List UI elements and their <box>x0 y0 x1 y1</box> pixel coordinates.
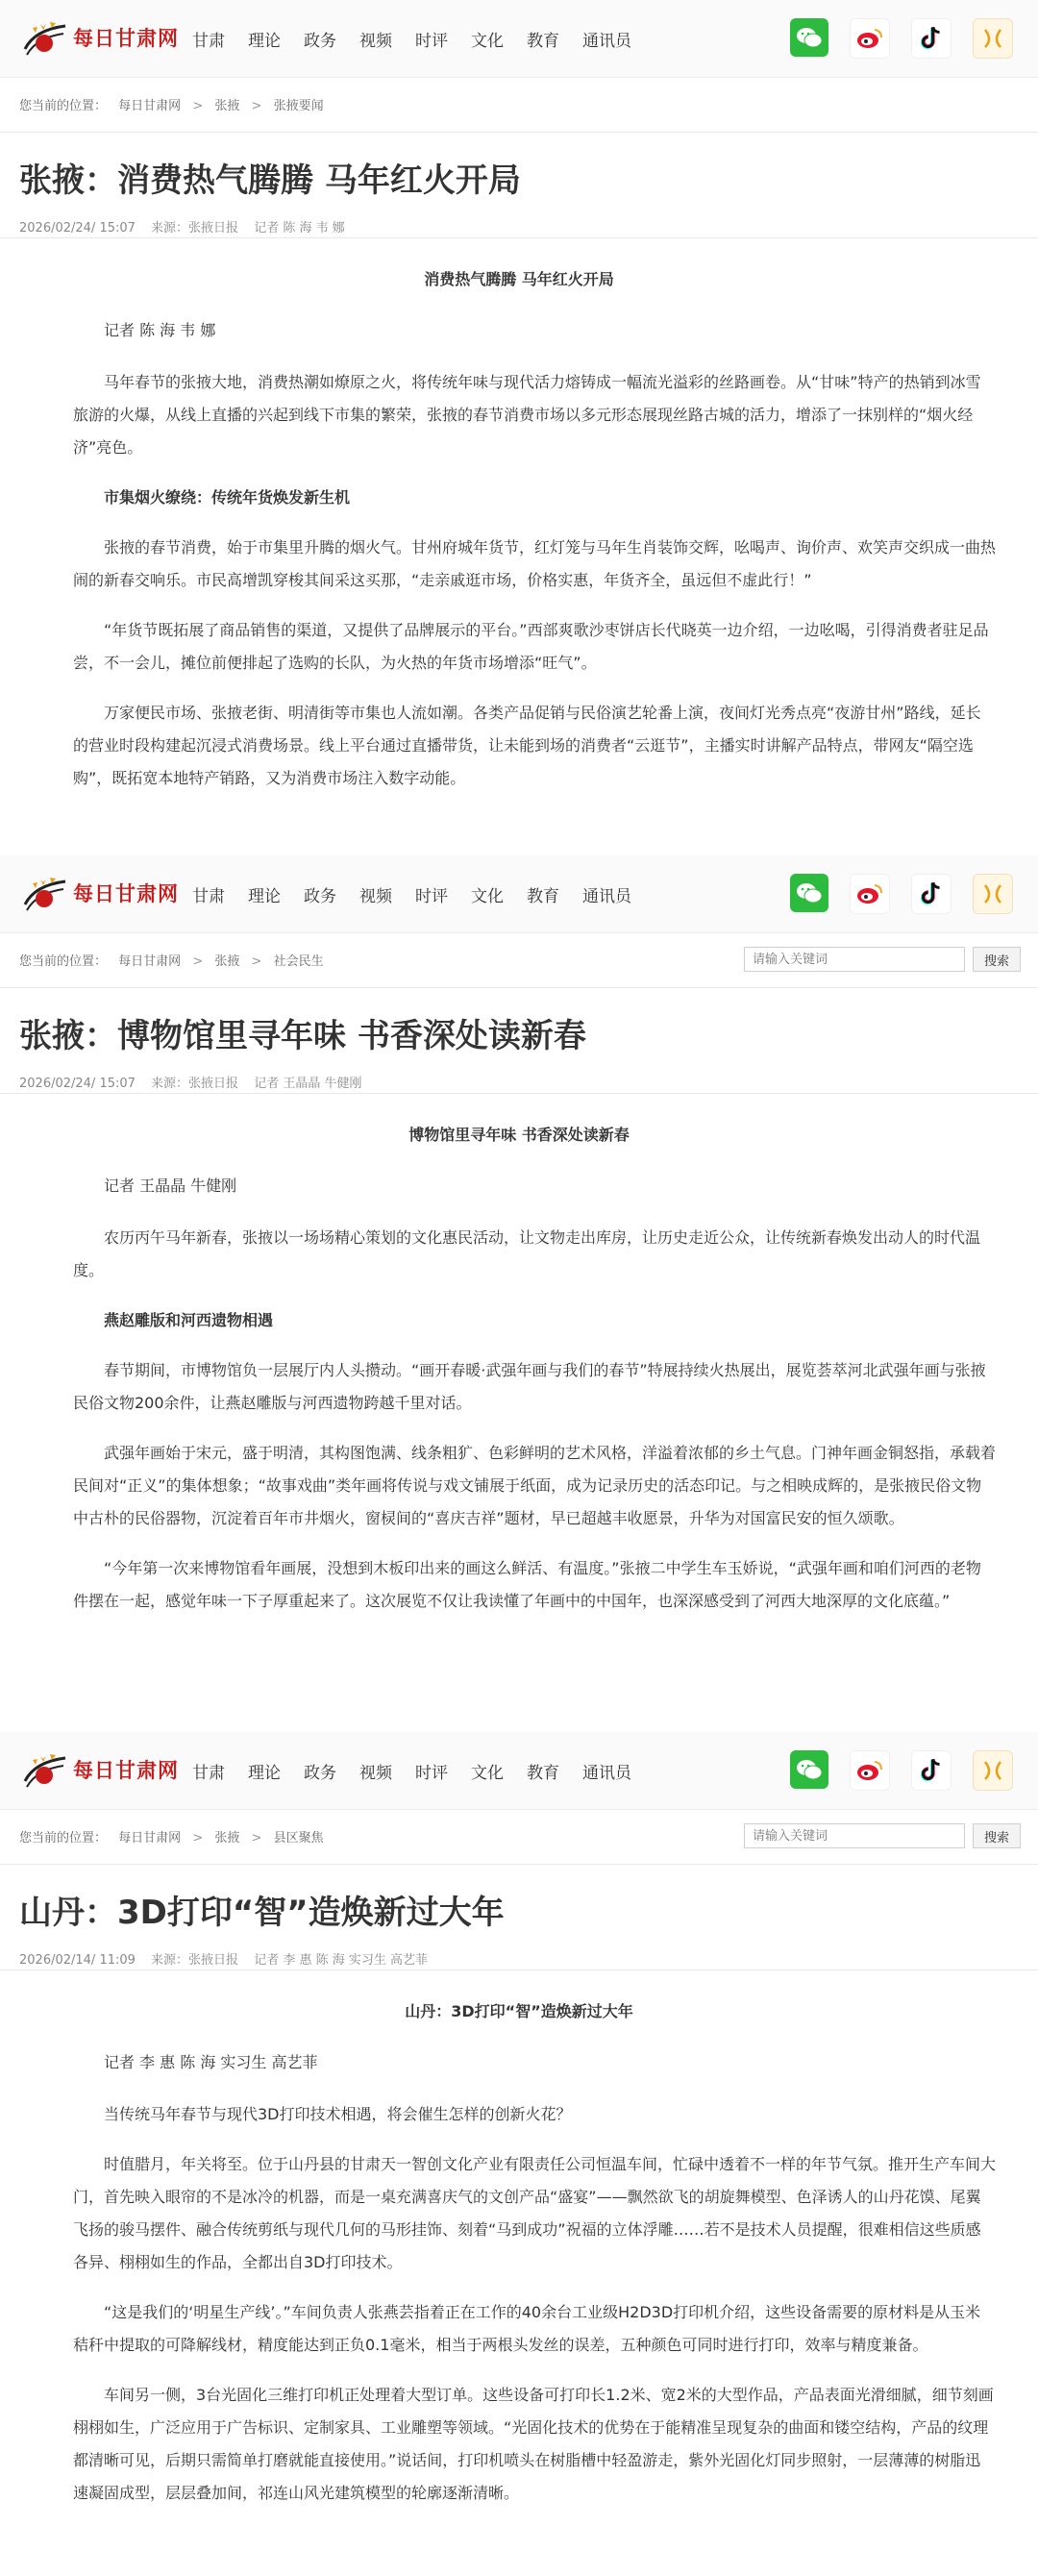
logo-icon <box>21 872 69 914</box>
logo-icon <box>21 16 69 59</box>
breadcrumb <box>19 951 332 969</box>
wechat-icon[interactable] <box>790 1750 828 1789</box>
nav-item-gansu[interactable]: 甘肃 <box>192 886 225 906</box>
article-paragraph: “年货节既拓展了商品销售的渠道，又提供了品牌展示的平台。”西部爽歌沙枣饼店长代晓英一边介绍，一边吆喝，引得消费者驻足品尝，不一会儿，摊位前便排起了选购的长队，为火热的年货市场增添“旺气”。 <box>73 621 989 672</box>
nav-item-video[interactable]: 视频 <box>359 886 392 906</box>
site-logo[interactable] <box>21 15 179 60</box>
nav-item-government[interactable]: 政务 <box>304 886 336 906</box>
nav-item-gansu[interactable]: 甘肃 <box>192 1763 225 1783</box>
nav-item-gansu[interactable]: 甘肃 <box>192 31 225 51</box>
breadcrumb-category[interactable]: 社会民生 <box>273 954 324 969</box>
article-source: 来源：张掖日报 <box>151 1077 239 1091</box>
weibo-icon[interactable] <box>850 874 890 914</box>
nav-item-theory[interactable]: 理论 <box>248 886 281 906</box>
news-app-icon[interactable] <box>973 874 1013 914</box>
weibo-icon[interactable] <box>850 18 890 59</box>
weibo-icon[interactable] <box>850 1750 890 1791</box>
breadcrumb-row <box>0 933 1038 988</box>
breadcrumb-home[interactable]: 每日甘肃网 <box>118 954 182 969</box>
breadcrumb-separator: > <box>251 1831 262 1845</box>
nav-item-government[interactable]: 政务 <box>304 31 336 51</box>
breadcrumb-category[interactable]: 县区聚焦 <box>273 1831 324 1845</box>
article-datetime: 2026/02/24/ 15:07 <box>19 221 136 235</box>
breadcrumb-section[interactable]: 张掖 <box>214 1831 240 1845</box>
wechat-icon[interactable] <box>790 18 828 57</box>
article-page-2 <box>0 855 1038 1732</box>
breadcrumb-separator: > <box>192 954 204 969</box>
article-meta <box>19 1073 1019 1091</box>
article-body <box>0 1094 1038 1618</box>
nav-item-commentary[interactable]: 时评 <box>415 31 448 51</box>
search-bar <box>744 1823 1021 1848</box>
logo-text: 每日甘肃网 <box>73 27 179 50</box>
breadcrumb-label: 您当前的位置： <box>19 954 108 969</box>
nav-item-correspondent[interactable]: 通讯员 <box>582 31 631 51</box>
breadcrumb <box>19 95 332 113</box>
article-datetime: 2026/02/14/ 11:09 <box>19 1953 136 1968</box>
article-source: 来源：张掖日报 <box>151 1953 239 1968</box>
article-reporter: 记者 王晶晶 牛健刚 <box>254 1077 362 1091</box>
article-paragraph: 武强年画始于宋元，盛于明清，其构图饱满、线条粗犷、色彩鲜明的艺术风格，洋溢着浓郁的乡土气息。门神年画金铜怒指，承载着民间对“正义”的集体想象；“故事戏曲”类年画将传说与戏文铺展于纸面，成为记录历史的活态印记。与之相映成辉的，是张掖民俗文物中古朴的民俗器物，沉淀着百年市井烟火，窗棂间的“喜庆吉祥”题材，早已超越丰收愿景，升华为对国富民安的恒久颂歌。 <box>73 1444 997 1527</box>
article-source: 来源：张掖日报 <box>151 221 239 235</box>
breadcrumb-home[interactable]: 每日甘肃网 <box>118 99 182 113</box>
nav-item-video[interactable]: 视频 <box>359 31 392 51</box>
news-app-icon[interactable] <box>973 18 1013 59</box>
search-button[interactable]: 搜索 <box>973 947 1021 972</box>
site-logo[interactable] <box>21 1747 179 1792</box>
article-paragraph: 车间另一侧，3台光固化三维打印机正处理着大型订单。这些设备可打印长1.2米、宽2米的大型作品，产品表面光滑细腻，细节刻画栩栩如生，广泛应用于广告标识、定制家具、工业雕塑等领域。“光固化技术的优势在于能精准呈现复杂的曲面和镂空结构，产品的纹理都清晰可见，后期只需简单打磨就能直接使用。”说话间，打印机喷头在树脂槽中轻盈游走，紫外光固化灯同步照射，一层薄薄的树脂迅速凝固成型，层层叠加间，祁连山风光建筑模型的轮廓逐渐清晰。 <box>73 2386 994 2502</box>
article-title: 山丹：3D打印“智”造焕新过大年 <box>19 1894 505 1932</box>
douyin-icon[interactable] <box>911 18 952 59</box>
nav-item-commentary[interactable]: 时评 <box>415 886 448 906</box>
nav-item-theory[interactable]: 理论 <box>248 1763 281 1783</box>
article-paragraph: 张掖的春节消费，始于市集里升腾的烟火气。甘州府城年货节，红灯笼与马年生肖装饰交辉，吆喝声、询价声、欢笑声交织成一曲热闹的新春交响乐。市民高增凯穿梭其间采这买那，“走亲戚逛市场，价格实惠，年货齐全，虽远但不虚此行！” <box>73 538 997 589</box>
breadcrumb-separator: > <box>192 1831 204 1845</box>
article-meta <box>19 217 1019 235</box>
nav-item-culture[interactable]: 文化 <box>471 886 504 906</box>
article-paragraph: 时值腊月，年关将至。位于山丹县的甘肃天一智创文化产业有限责任公司恒温车间，忙碌中透着不一样的年节气氛。推开生产车间大门，首先映入眼帘的不是冰冷的机器，而是一桌充满喜庆气的文创产品“盛宴”——飘然欲飞的胡旋舞模型、色泽诱人的山丹花馍、尾翼飞扬的骏马摆件、融合传统剪纸与现代几何的马形挂饰、刻着“马到成功”祝福的立体浮雕……若不是技术人员提醒，很难相信这些质感各异、栩栩如生的作品，全都出自3D打印技术。 <box>73 2155 997 2271</box>
site-logo[interactable] <box>21 871 179 915</box>
nav-item-commentary[interactable]: 时评 <box>415 1763 448 1783</box>
nav-item-government[interactable]: 政务 <box>304 1763 336 1783</box>
article-page-3 <box>0 1732 1038 2576</box>
article-paragraph: 春节期间，市博物馆负一层展厅内人头攒动。“画开春暖·武强年画与我们的春节”特展持续火热展出，展览荟萃河北武强年画与张掖民俗文物200余件，让燕赵雕版与河西遗物跨越千里对话。 <box>73 1361 986 1412</box>
search-input[interactable] <box>744 947 965 972</box>
article-datetime: 2026/02/24/ 15:07 <box>19 1077 136 1091</box>
nav-item-culture[interactable]: 文化 <box>471 1763 504 1783</box>
article-paragraph: 农历丙午马年新春，张掖以一场场精心策划的文化惠民活动，让文物走出库房，让历史走近公众，让传统新春焕发出动人的时代温度。 <box>73 1228 981 1279</box>
article-title-block <box>0 1865 1038 1970</box>
breadcrumb-separator: > <box>251 954 262 969</box>
article-paragraph: 万家便民市场、张掖老街、明清街等市集也人流如潮。各类产品促销与民俗演艺轮番上演，夜间灯光秀点亮“夜游甘州”路线，延长的营业时段构建起沉浸式消费场景。线上平台通过直播带货，让未能到场的消费者“云逛节”，主播实时讲解产品特点，带网友“隔空选购”，既拓宽本地特产销路，又为消费市场注入数字动能。 <box>73 704 981 787</box>
social-links <box>769 1750 1013 1791</box>
article-reporter: 记者 陈 海 韦 娜 <box>254 221 345 235</box>
social-links <box>769 18 1013 59</box>
douyin-icon[interactable] <box>911 1750 952 1791</box>
social-links <box>769 874 1013 914</box>
breadcrumb-row <box>0 78 1038 133</box>
breadcrumb-separator: > <box>251 99 262 113</box>
article-heading: 山丹：3D打印“智”造焕新过大年 <box>405 2002 633 2020</box>
breadcrumb-section[interactable]: 张掖 <box>214 99 240 113</box>
search-input[interactable] <box>744 1823 965 1848</box>
main-nav <box>192 0 655 77</box>
article-subheading: 市集烟火缭绕：传统年货焕发新生机 <box>104 488 351 507</box>
logo-icon <box>21 1748 69 1791</box>
news-app-icon[interactable] <box>973 1750 1013 1791</box>
article-reporter: 记者 李 惠 陈 海 实习生 高艺菲 <box>254 1953 428 1968</box>
main-nav <box>192 855 655 932</box>
breadcrumb-label: 您当前的位置： <box>19 1831 108 1845</box>
article-author: 记者 陈 海 韦 娜 <box>104 321 216 339</box>
breadcrumb <box>19 1827 332 1845</box>
article-author: 记者 王晶晶 牛健刚 <box>104 1177 237 1195</box>
article-heading: 消费热气腾腾 马年红火开局 <box>424 270 614 288</box>
site-header <box>0 1732 1038 1810</box>
breadcrumb-separator: > <box>192 99 204 113</box>
article-paragraph: 马年春节的张掖大地，消费热潮如燎原之火，将传统年味与现代活力熔铸成一幅流光溢彩的丝路画卷。从“甘味”特产的热销到冰雪旅游的火爆，从线上直播的兴起到线下市集的繁荣，张掖的春节消费市场以多元形态展现丝路古城的活力，增添了一抹别样的“烟火经济”亮色。 <box>73 373 981 457</box>
nav-item-correspondent[interactable]: 通讯员 <box>582 1763 631 1783</box>
breadcrumb-category[interactable]: 张掖要闻 <box>273 99 324 113</box>
douyin-icon[interactable] <box>911 874 952 914</box>
article-page-1 <box>0 0 1038 855</box>
article-title-block <box>0 133 1038 238</box>
article-title: 张掖：消费热气腾腾 马年红火开局 <box>19 161 521 200</box>
breadcrumb-label: 您当前的位置： <box>19 99 108 113</box>
logo-text: 每日甘肃网 <box>73 882 179 905</box>
wechat-icon[interactable] <box>790 874 828 912</box>
breadcrumb-row <box>0 1810 1038 1865</box>
nav-item-video[interactable]: 视频 <box>359 1763 392 1783</box>
article-paragraph: “这是我们的‘明星生产线’。”车间负责人张燕芸指着正在工作的40余台工业级H2D3D打印机介绍，这些设备需要的原材料是从玉米秸秆中提取的可降解线材，精度能达到正负0.1毫米，相当于两根头发丝的误差，五种颜色可同时进行打印，效率与精度兼备。 <box>73 2303 981 2354</box>
breadcrumb-home[interactable]: 每日甘肃网 <box>118 1831 182 1845</box>
nav-item-theory[interactable]: 理论 <box>248 31 281 51</box>
search-button[interactable]: 搜索 <box>973 1823 1021 1848</box>
article-paragraph: “今年第一次来博物馆看年画展，没想到木板印出来的画这么鲜活、有温度。”张掖二中学生车玉娇说，“武强年画和咱们河西的老物件摆在一起，感觉年味一下子厚重起来了。这次展览不仅让我读懂了年画中的中国年，也深深感受到了河西大地深厚的文化底蕴。” <box>73 1559 981 1610</box>
site-header <box>0 0 1038 78</box>
nav-item-culture[interactable]: 文化 <box>471 31 504 51</box>
article-author: 记者 李 惠 陈 海 实习生 高艺菲 <box>104 2053 318 2071</box>
site-header <box>0 855 1038 933</box>
article-body <box>0 238 1038 795</box>
nav-item-education[interactable]: 教育 <box>527 31 559 51</box>
article-title: 张掖：博物馆里寻年味 书香深处读新春 <box>19 1017 586 1055</box>
article-heading: 博物馆里寻年味 书香深处读新春 <box>408 1126 630 1144</box>
breadcrumb-section[interactable]: 张掖 <box>214 954 240 969</box>
article-subheading: 燕赵雕版和河西遗物相遇 <box>104 1311 274 1329</box>
nav-item-education[interactable]: 教育 <box>527 886 559 906</box>
article-paragraph: 当传统马年春节与现代3D打印技术相遇，将会催生怎样的创新火花？ <box>104 2105 572 2123</box>
search-bar <box>744 947 1021 972</box>
main-nav <box>192 1732 655 1809</box>
nav-item-education[interactable]: 教育 <box>527 1763 559 1783</box>
nav-item-correspondent[interactable]: 通讯员 <box>582 886 631 906</box>
logo-text: 每日甘肃网 <box>73 1759 179 1782</box>
article-body <box>0 1970 1038 2510</box>
article-meta <box>19 1949 1019 1968</box>
article-title-block <box>0 988 1038 1094</box>
